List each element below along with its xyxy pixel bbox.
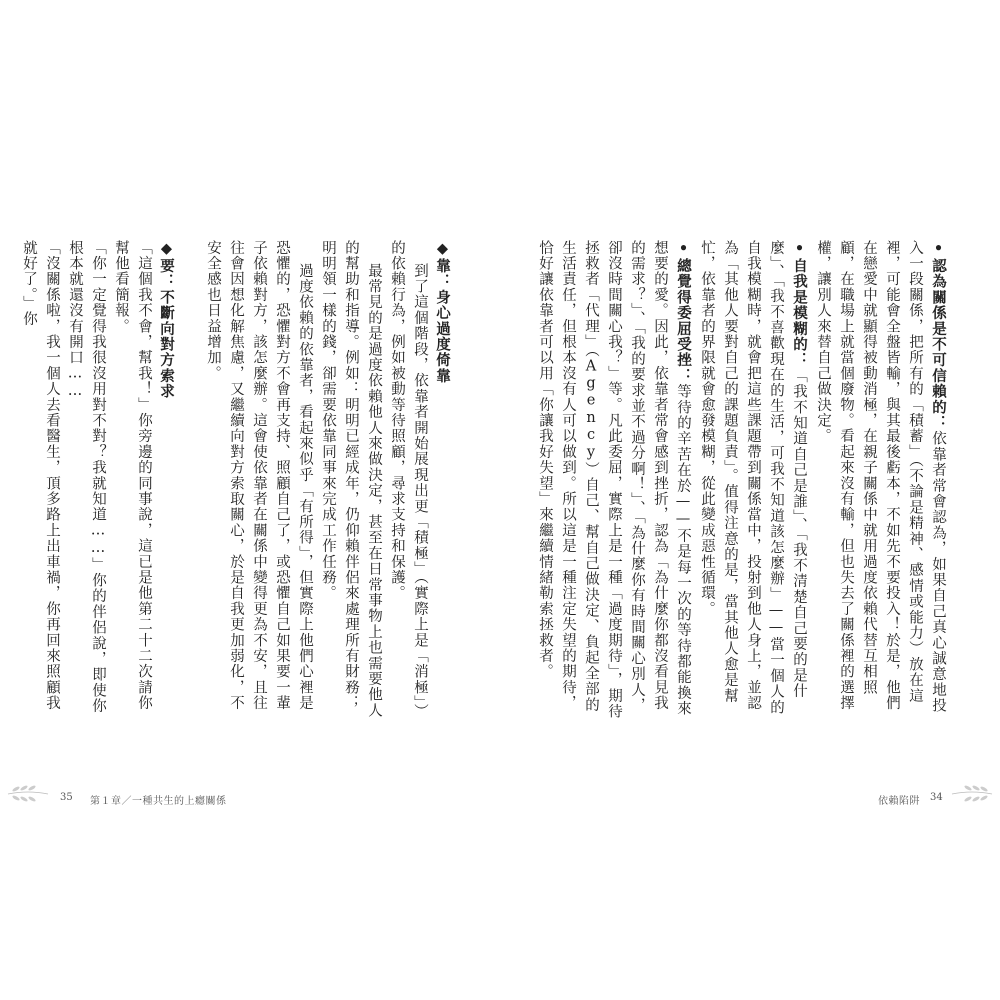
left-text-block	[21, 240, 454, 720]
bullet-paragraph	[533, 240, 695, 720]
right-text-block	[518, 240, 950, 720]
quote-paragraph: 「這個我不會，幫我！」你旁邊的同事說，這已是他第二十二次請你幫他看簡報。	[113, 240, 152, 711]
bullet-paragraph	[811, 240, 950, 720]
bullet-text: 依靠者常會認為，如果自己真心誠意地投入一段關係，把所有的「積蓄」（不論是精神、感情或能力）放在這裡，可能會全盤皆輸，與其最後虧本，不如先不要投入！於是，他們在戀愛中就顯得被動消極，在親子關係中就用過度依賴代替互相照顧，在職場上就當個廢物。看起來沒有輸，但也失去了關係裡的選擇權，讓別人來替自己做決定。	[815, 240, 946, 714]
leaf-ornament-icon	[6, 780, 50, 804]
bullet-lead: •認為關係是不可信賴的：	[930, 240, 947, 431]
page-number: 34	[930, 792, 943, 803]
paragraph: 最常見的是過度依賴他人來做決定，甚至在日常事物上也需要他人的幫助和指導。例如：明明已經成年，仍仰賴伴侶來處理所有財務；明明領一樣的錢，卻需要依靠同事來完成工作任務。	[320, 240, 382, 719]
bullet-lead: •自我是模糊的：	[791, 240, 808, 369]
section-heading-demand: ◆要：不斷向對方索求	[158, 240, 175, 400]
bullet-text: 等待的辛苦在於——不是每一次的等待都能換來想要的愛。因此，依靠者常會感到挫折，認為「為什麼你都沒看見我的需求？」、「我的要求並不過分啊！」、「為什麼你有時間關心別人，卻沒時間關心我？」等。凡此委屈，實際上是一種「過度期待」，期待拯救者「代理」（Agency）自己、幫自己做決定、負起全部的生活責任，但根本沒有人可以做到。所以這是一種注定失望的期待，恰好讓依靠者可以用「你讓我好失望」來繼續情緒勒索拯救者。	[537, 240, 691, 720]
page-number: 35	[60, 792, 73, 803]
bullet-text: 「我不知道自己是誰」、「我不清楚自己要的是什麼」、「我不喜歡現在的生活，可我不知道該怎麼辦」——當一個人的自我模糊時，就會把這些課題帶到關係當中，投射到他人身上，並認為「其他人要對自己的課題負責」。值得注意的是，當其他人愈是幫忙，依靠者的界限就會愈發模糊，從此變成惡性循環。	[699, 240, 807, 716]
running-title: 依賴陷阱	[878, 796, 920, 807]
leaf-ornament-icon	[950, 780, 994, 804]
running-title: 第１章／一種共生的上癮關係	[90, 796, 227, 807]
section-heading-lean: ◆靠：身心過度倚靠	[434, 240, 451, 384]
quote-paragraph: 「沒關係啦，我一個人去看醫生，頂多路上出車禍，你再回來照顧我就好了。」你	[21, 240, 60, 711]
paragraph: 過度依賴的依靠者，看起來似乎「有所得」，但實際上他們心裡是恐懼的，恐懼對方不會再支持、照顧自己了，或恐懼自己如果要一輩子依賴對方，該怎麼辦。這會使依靠者在關係中變得更為不安，且往往會因想化解焦慮，又繼續向對方索取關心，於是自我更加弱化，不安全感也日益增加。	[205, 240, 313, 712]
bullet-paragraph	[695, 240, 811, 720]
right-page	[500, 0, 1000, 1000]
paragraph: 到了這個階段，依靠者開始展現出更「積極」（實際上是「消極」）的依賴行為，例如被動等待照顧，尋求支持和保護。	[389, 240, 428, 720]
bullet-lead: •總覺得委屈受挫：	[675, 240, 692, 384]
quote-paragraph: 「你一定覺得我很沒用對不對？我就知道……」你的伴侶說，即使你根本就還沒有開口……	[67, 240, 106, 714]
